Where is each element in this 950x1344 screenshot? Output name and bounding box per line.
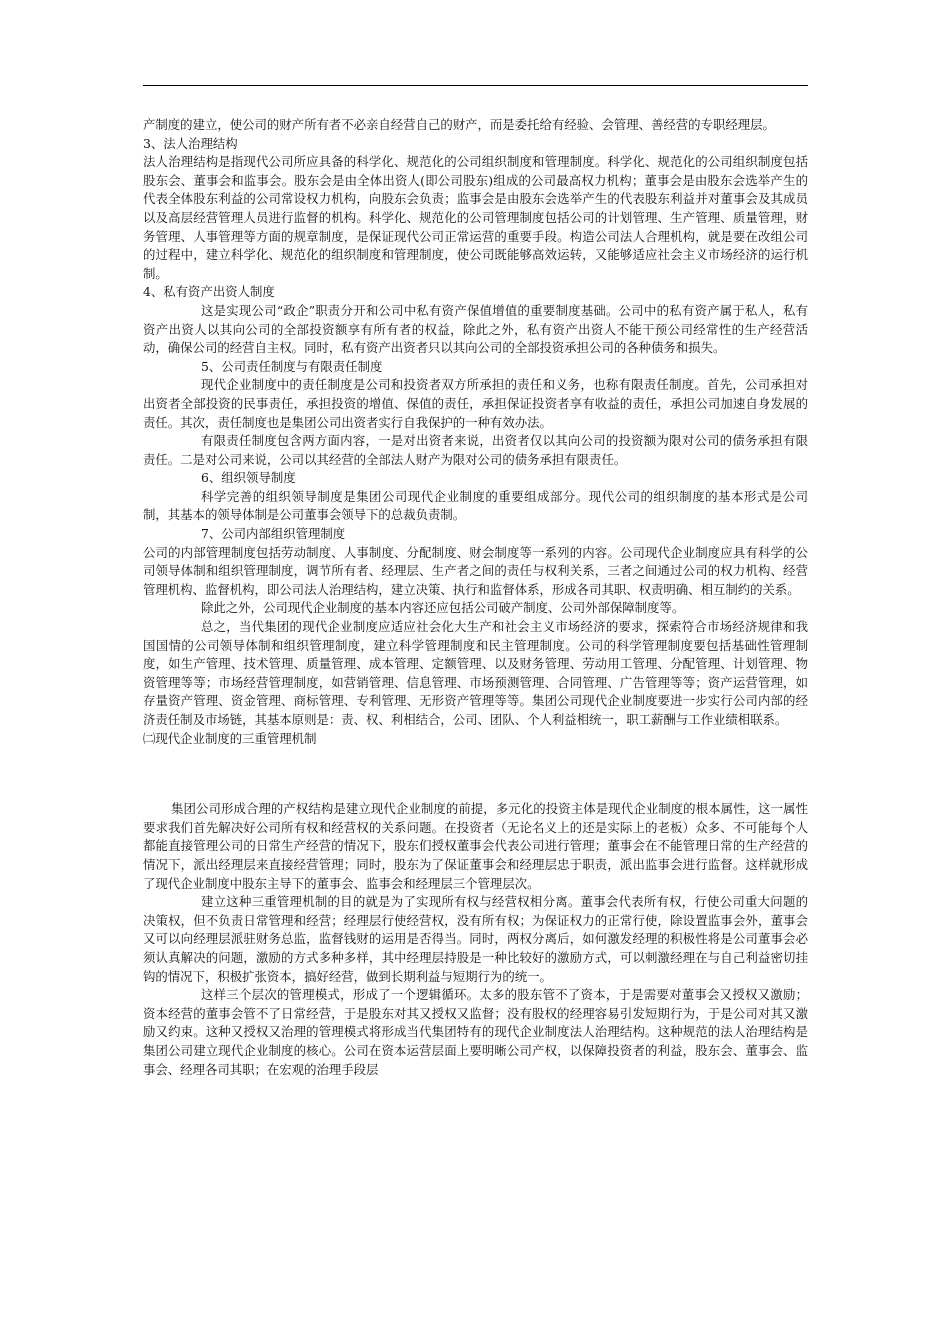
paragraph: 3、法人治理结构 (143, 135, 238, 151)
paragraph: 4、私有资产出资人制度 (143, 284, 275, 300)
paragraph: 法人治理结构是指现代公司所应具备的科学化、规范化的公司组织制度和管理制度。科学化、规范化的公司组织制度包括股东会、董事会和监事会。股东会是由全体出资人(即公司股东)组成的公司最高权力机构；董事会是由股东会选举产生的代表全体股东利益的公司常设权力机构，向股东会负责；监事会是由股东会选举产生的代表股东利益并对董事会及其成员以及高层经营管理人员进行监督的机构。科学化、规范化的公司管理制度包括公司的计划管理、生产管理、质量管理，财务管理、人事管理等方面的规章制度，是保证现代公司正常运营的重要手段。构造公司法人合理机构，就是要在改组公司的过程中，建立科学化、规范化的组织制度和管理制度，使公司既能够高效运转，又能够适应社会主义市场经济的运行机制。 (143, 154, 808, 281)
paragraph: 现代企业制度中的责任制度是公司和投资者双方所承担的责任和义务，也称有限责任制度。首先，公司承担对出资者全部投资的民事责任，承担投资的增值、保值的责任，承担保证投资者享有收益的责任，承担公司加速自身发展的责任。其次，责任制度也是集团公司出资者实行自我保护的一种有效办法。 (143, 377, 808, 430)
paragraph: 这样三个层次的管理模式，形成了一个逻辑循环。太多的股东管不了资本，于是需要对董事会又授权又激励；资本经营的董事会管不了日常经营，于是股东对其又授权又监督；没有股权的经理容易引发短期行为，于是公司对其又激励又约束。这种又授权又治理的管理模式将形成当代集团特有的现代企业制度法人治理结构。这种规范的法人治理结构是集团公司建立现代企业制度的核心。公司在资本运营层面上要明晰公司产权，以保障投资者的利益，股东会、董事会、监事会、经理各司其职；在宏观的治理手段层 (143, 987, 808, 1077)
document-body (143, 116, 808, 1079)
header-rule (143, 85, 808, 86)
paragraph: 产制度的建立，使公司的财产所有者不必亲自经营自己的财产，而是委托给有经验、会管理、善经营的专职经理层。 (143, 117, 775, 132)
paragraph: 7、公司内部组织管理制度 (201, 526, 346, 542)
paragraph: 有限责任制度包含两方面内容，一是对出资者来说，出资者仅以其向公司的投资额为限对公司的债务承担有限责任。二是对公司来说，公司以其经营的全部法人财产为限对公司的债务承担有限责任。 (143, 433, 808, 467)
paragraph: 这是实现公司“政企”职责分开和公司中私有资产保值增值的重要制度基础。公司中的私有资产属于私人，私有资产出资人以其向公司的全部投资额享有所有者的权益，除此之外，私有资产出资人不能干预公司经常性的生产经营活动，确保公司的经营自主权。同时，私有资产出资者只以其向公司的全部投资承担公司的各种债务和损失。 (143, 302, 808, 356)
paragraph: 总之，当代集团的现代企业制度应适应社会化大生产和社会主义市场经济的要求，探索符合市场经济规律和我国国情的公司领导体制和组织管理制度，建立科学管理制度和民主管理制度。公司的科学管理制度要包括基础性管理制度，如生产管理、技术管理、质量管理、成本管理、定额管理、以及财务管理、劳动用工管理、分配管理、计划管理、物资管理等等；市场经营管理制度，如营销管理、信息管理、市场预测管理、合同管理、广告管理等等；资产运营管理，如存量资产管理、资金管理、商标管理、专利管理、无形资产管理等等。集团公司现代企业制度要进一步实行公司内部的经济责任制及市场链，其基本原则是：责、权、利相结合，公司、团队、个人利益相统一，职工薪酬与工作业绩相联系。 (143, 619, 808, 727)
paragraph: ㈡现代企业制度的三重管理机制 (143, 730, 317, 746)
paragraph: 科学完善的组织领导制度是集团公司现代企业制度的重要组成部分。现代公司的组织制度的基本形式是公司制，其基本的领导体制是公司董事会领导下的总裁负责制。 (143, 488, 808, 523)
paragraph: 集团公司形成合理的产权结构是建立现代企业制度的前提，多元化的投资主体是现代企业制度的根本属性，这一属性要求我们首先解决好公司所有权和经营权的关系问题。在投资者（无论名义上的还是实际上的老板）众多、不可能每个人都能直接管理公司的日常生产经营的情况下，股东们授权董事会代表公司进行管理；董事会在不能管理日常的生产经营的情况下，派出经理层来直接经营管理；同时，股东为了保证董事会和经理层忠于职责，派出监事会进行监督。这样就形成了现代企业制度中股东主导下的董事会、监事会和经理层三个管理层次。 (143, 801, 808, 891)
paragraph: 建立这种三重管理机制的目的就是为了实现所有权与经营权相分离。董事会代表所有权，行使公司重大问题的决策权，但不负责日常管理和经营；经理层行使经营权，没有所有权；为保证权力的正常行使，除设置监事会外，董事会又可以向经理层派驻财务总监，监督钱财的运用是否得当。同时，两权分离后，如何激发经理的积极性将是公司董事会必须认真解决的问题，激励的方式多种多样，其中经理层持股是一种比较好的激励方式，可以刺激经理在与自己利益密切挂钩的情况下，积极扩张资本，搞好经营，做到长期利益与短期行为的统一。 (143, 894, 808, 984)
paragraph: 6、组织领导制度 (201, 470, 296, 486)
section-gap (143, 748, 808, 800)
paragraph: 除此之外，公司现代企业制度的基本内容还应包括公司破产制度、公司外部保障制度等。 (201, 600, 685, 616)
paragraph: 公司的内部管理制度包括劳动制度、人事制度、分配制度、财会制度等一系列的内容。公司现代企业制度应具有科学的公司领导体制和组织管理制度，调节所有者、经理层、生产者之间的责任与权利关系，三者之间通过公司的权力机构、经营管理机构、监督机构，即公司法人治理结构，建立决策、执行和监督体系，形成各司其职、权责明确、相互制约的关系。 (143, 544, 808, 597)
paragraph: 5、公司责任制度与有限责任制度 (201, 358, 383, 374)
